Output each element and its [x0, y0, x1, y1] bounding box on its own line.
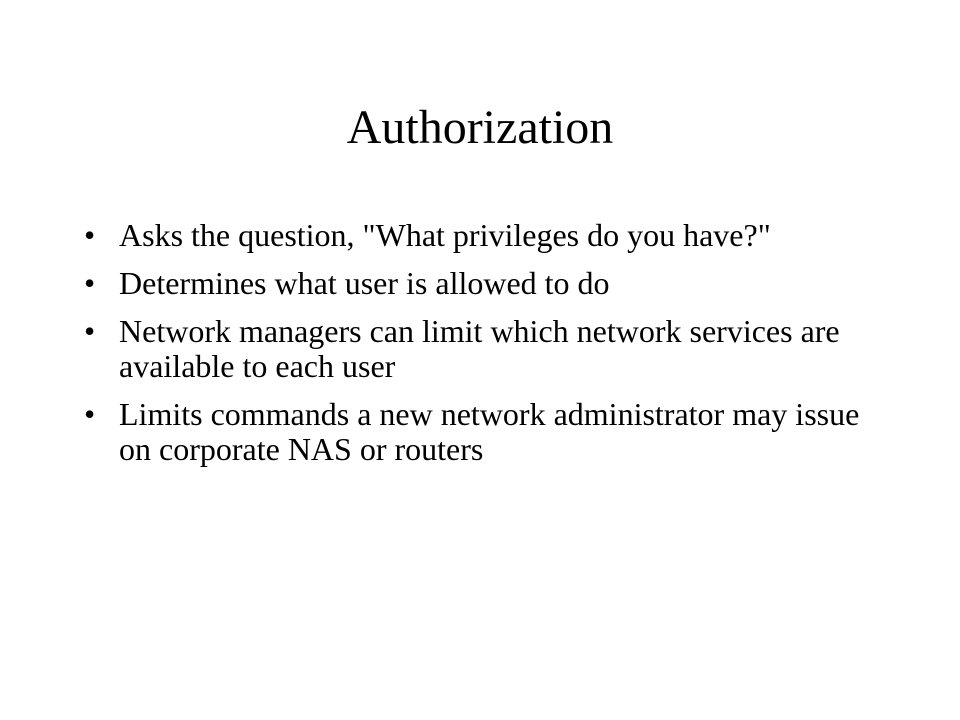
bullet-marker: •: [84, 313, 96, 349]
bullet-text: Determines what user is allowed to do: [119, 265, 610, 301]
bullet-marker: •: [84, 217, 96, 253]
bullet-item: [84, 314, 884, 384]
bullet-item: [84, 266, 884, 301]
bullet-item: [84, 218, 884, 253]
bullet-text: Asks the question, "What privileges do you have?": [119, 217, 771, 253]
bullet-marker: •: [84, 396, 96, 432]
bullet-text: Limits commands a new network administrator may issue on corporate NAS or routers: [119, 396, 860, 467]
slide-title: Authorization: [346, 101, 614, 154]
bullet-item: [84, 397, 884, 467]
bullet-marker: •: [84, 265, 96, 301]
bullet-list: [84, 218, 884, 480]
bullet-text: Network managers can limit which network services are available to each user: [119, 313, 840, 384]
